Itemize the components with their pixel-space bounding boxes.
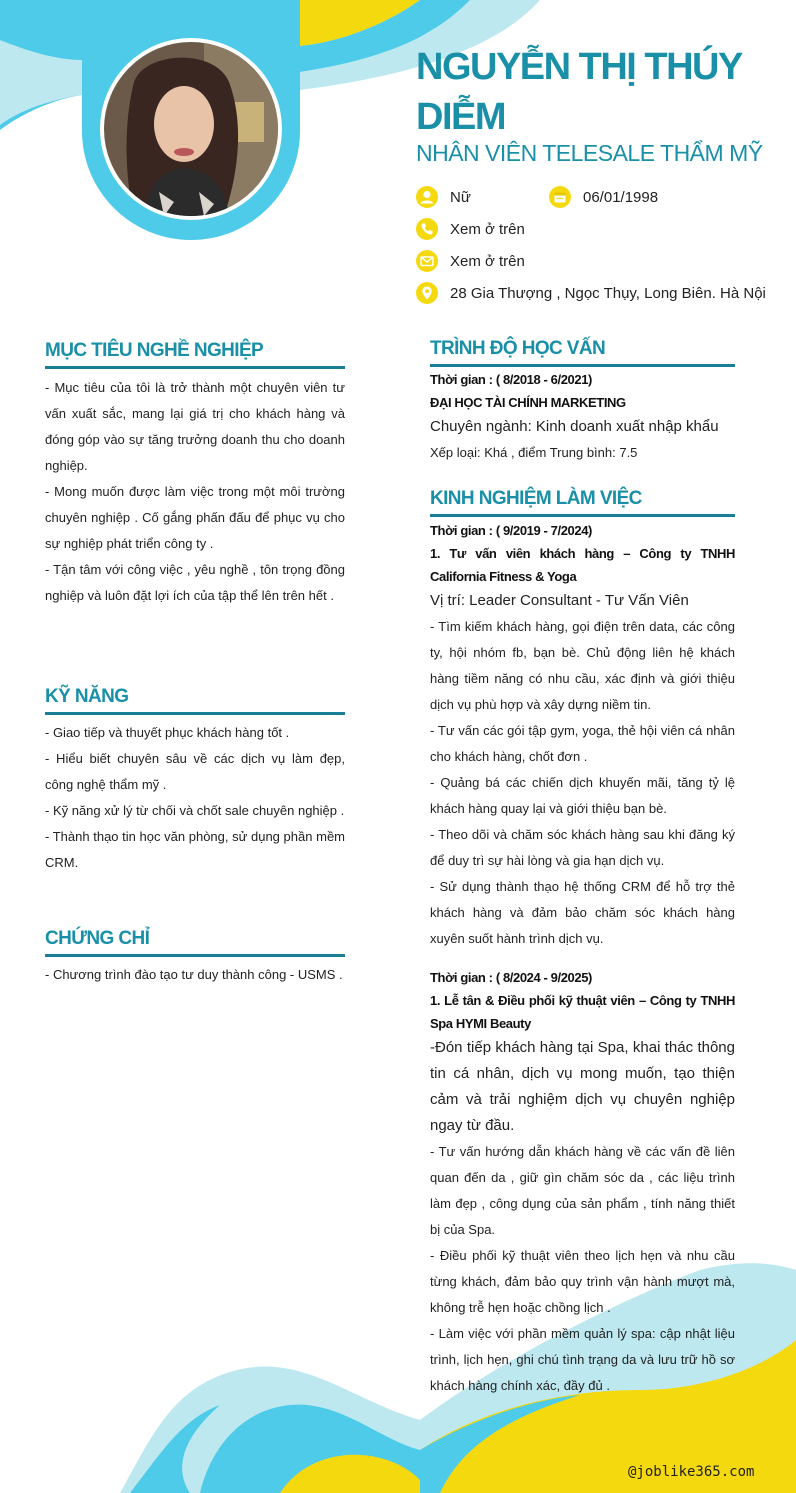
job-duty: - Theo dõi và chăm sóc khách hàng sau khi đăng ký để duy trì sự hài lòng và gia hạn dịch vụ.	[430, 827, 735, 868]
avatar	[100, 38, 282, 220]
education-grade: Xếp loại: Khá , điểm Trung bình: 7.5	[430, 445, 638, 460]
job-duty: - Làm việc với phần mềm quản lý spa: cập nhật liệu trình, lịch hẹn, ghi chú tình trạng da và lưu trữ hồ sơ khách hàng chính xác, đầy đủ .	[430, 1326, 735, 1393]
email-value: Xem ở trên	[450, 253, 525, 270]
skills-list	[45, 720, 345, 876]
objective-title: MỤC TIÊU NGHỀ NGHIỆP	[45, 338, 345, 369]
skill-item: - Kỹ năng xử lý từ chối và chốt sale chuyên nghiệp .	[45, 803, 345, 818]
job-duty: - Tư vấn các gói tập gym, yoga, thẻ hội viên cá nhân cho khách hàng, chốt đơn .	[430, 723, 735, 764]
job-duty: - Sử dụng thành thạo hệ thống CRM để hỗ trợ thẻ khách hàng và đảm bảo chăm sóc khách hàng xuyên suốt hành trình dịch vụ.	[430, 879, 735, 946]
job-duty: - Tư vấn hướng dẫn khách hàng về các vấn đề liên quan đến da , giữ gìn chăm sóc da , các liệu trình làm đẹp , công dụng của sản phẩm , tính năng thiết bị của Spa.	[430, 1144, 735, 1237]
email-row	[416, 250, 576, 274]
phone-icon	[416, 218, 438, 240]
avatar-frame	[82, 0, 300, 240]
certificates-list	[45, 962, 345, 988]
watermark: @joblike365.com	[628, 1464, 755, 1480]
gender-value: Nữ	[450, 189, 471, 206]
objective-item: - Tận tâm với công việc , yêu nghề , tôn trọng đồng nghiệp và luôn đặt lợi ích của tập thể lên trên hết .	[45, 562, 345, 603]
job-time: Thời gian : ( 9/2019 - 7/2024)	[430, 523, 592, 538]
gender-row	[416, 186, 536, 210]
address-value: 28 Gia Thượng , Ngọc Thụy, Long Biên. Hà Nội	[450, 285, 766, 302]
job-time: Thời gian : ( 8/2024 - 9/2025)	[430, 970, 592, 985]
phone-row	[416, 218, 576, 242]
job-duty: - Tìm kiếm khách hàng, gọi điện trên data, các công ty, hội nhóm fb, bạn bè. Chủ động liên hệ khách hàng tiềm năng có nhu cầu, xác định và giới thiệu dịch vụ phù hợp và xây dựng niềm tin.	[430, 619, 735, 712]
skill-item: - Giao tiếp và thuyết phục khách hàng tốt .	[45, 725, 290, 740]
objective-item: - Mong muốn được làm việc trong một môi trường chuyên nghiệp . Cố gắng phấn đấu để phục vụ cho sự nghiệp phát triển công ty .	[45, 484, 345, 551]
calendar-icon	[549, 186, 571, 208]
job-duty: - Quảng bá các chiến dịch khuyến mãi, tăng tỷ lệ khách hàng quay lại và giới thiệu bạn bè.	[430, 775, 735, 816]
objective-list	[45, 375, 345, 609]
skill-item: - Hiểu biết chuyên sâu về các dịch vụ làm đẹp, công nghệ thẩm mỹ .	[45, 751, 345, 792]
skills-title: KỸ NĂNG	[45, 684, 345, 715]
job-company: 1. Lễ tân & Điều phối kỹ thuật viên – Công ty TNHH Spa HYMI Beauty	[430, 993, 735, 1031]
education-block	[430, 368, 735, 466]
birthday-row	[549, 186, 689, 210]
experience-job-1	[430, 519, 735, 952]
job-duty: -Đón tiếp khách hàng tại Spa, khai thác thông tin cá nhân, dịch vụ mong muốn, tạo thiện cảm và trải nghiệm dịch vụ chuyên nghiệp ngay từ đầu.	[430, 1039, 735, 1134]
job-company: 1. Tư vấn viên khách hàng – Công ty TNHH California Fitness & Yoga	[430, 546, 735, 584]
education-major: Chuyên ngành: Kinh doanh xuất nhập khẩu	[430, 418, 719, 435]
location-pin-icon	[416, 282, 438, 304]
experience-title: KINH NGHIỆM LÀM VIỆC	[430, 486, 735, 517]
candidate-name: NGUYỄN THỊ THÚY DIỄM	[416, 46, 742, 138]
certificate-item: - Chương trình đào tạo tư duy thành công - USMS .	[45, 967, 343, 982]
user-icon	[416, 186, 438, 208]
job-position: Vị trí: Leader Consultant - Tư Vấn Viên	[430, 592, 689, 609]
job-title: NHÂN VIÊN TELESALE THẨM MỸ	[416, 140, 763, 166]
avatar-photo	[104, 42, 278, 216]
job-duty: - Điều phối kỹ thuật viên theo lịch hẹn và nhu cầu từng khách, đảm bảo quy trình vận hành mượt mà, không trễ hẹn hoặc chồng lịch .	[430, 1248, 735, 1315]
objective-item: - Mục tiêu của tôi là trở thành một chuyên viên tư vấn xuất sắc, mang lại giá trị cho khách hàng và đóng góp vào sự tăng trưởng doanh thu cho doanh nghiệp.	[45, 380, 345, 473]
skill-item: - Thành thạo tin học văn phòng, sử dụng phần mềm CRM.	[45, 829, 345, 870]
education-title: TRÌNH ĐỘ HỌC VẤN	[430, 336, 735, 367]
phone-value: Xem ở trên	[450, 221, 525, 238]
certificates-title: CHỨNG CHỈ	[45, 926, 345, 957]
education-school: ĐẠI HỌC TÀI CHÍNH MARKETING	[430, 395, 626, 410]
experience-job-2	[430, 966, 735, 1399]
address-row	[416, 282, 786, 306]
email-icon	[416, 250, 438, 272]
birthday-value: 06/01/1998	[583, 189, 659, 206]
education-time: Thời gian : ( 8/2018 - 6/2021)	[430, 372, 592, 387]
